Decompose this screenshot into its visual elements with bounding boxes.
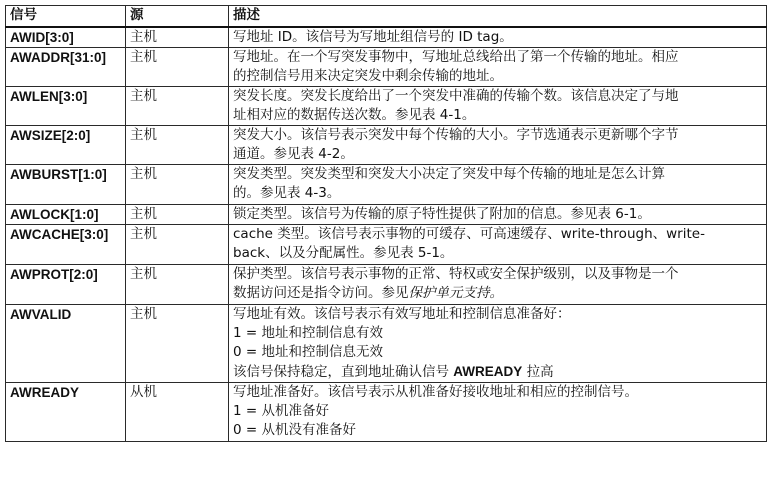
description-line: 1 = 地址和控制信息有效 [233, 325, 383, 341]
description-line: 通道。参见表 4-2。 [233, 146, 354, 162]
signal-name: AWSIZE[2:0] [6, 126, 126, 165]
table-row [6, 205, 767, 225]
description-line [233, 284, 762, 303]
header-source: 源 [126, 6, 229, 28]
description-line: 写地址准备好。该信号表示从机准备好接收地址和相应的控制信号。 [233, 384, 638, 400]
signal-description [229, 87, 767, 126]
signal-source: 从机 [126, 383, 229, 442]
description-line: 写地址。在一个写突发事物中，写地址总线给出了第一个传输的地址。相应 [233, 49, 679, 65]
description-line: 突发大小。该信号表示突发中每个传输的大小。字节选通表示更新哪个字节 [233, 127, 679, 143]
signal-source: 主机 [126, 225, 229, 265]
signal-description [229, 225, 767, 265]
table-row [6, 87, 767, 126]
table-row [6, 383, 767, 442]
signal-name: AWLEN[3:0] [6, 87, 126, 126]
description-line: 的控制信号用来决定突发中剩余传输的地址。 [233, 68, 503, 84]
description-line: 锁定类型。该信号为传输的原子特性提供了附加的信息。参见表 6-1。 [233, 206, 651, 222]
description-line: 写地址有效。该信号表示有效写地址和控制信息准备好： [233, 306, 571, 322]
description-line: 写地址 ID。该信号为写地址组信号的 ID tag。 [233, 29, 513, 45]
description-tail: 拉高 [522, 364, 554, 380]
signal-description [229, 383, 767, 442]
signal-source: 主机 [126, 205, 229, 225]
signal-name: AWREADY [6, 383, 126, 442]
signal-description [229, 265, 767, 305]
signal-description [229, 27, 767, 48]
table-row [6, 305, 767, 383]
table-row [6, 165, 767, 205]
table-row [6, 27, 767, 48]
table-row [6, 225, 767, 265]
description-line: 1 = 从机准备好 [233, 403, 329, 419]
signal-source: 主机 [126, 126, 229, 165]
bold-signal-term: AWREADY [453, 364, 523, 379]
signal-source: 主机 [126, 48, 229, 87]
header-description: 描述 [229, 6, 767, 28]
header-signal: 信号 [6, 6, 126, 28]
description-line: 突发类型。突发类型和突发大小决定了突发中每个传输的地址是怎么计算 [233, 166, 665, 182]
signal-description [229, 305, 767, 383]
signal-name: AWADDR[31:0] [6, 48, 126, 87]
description-line: 保护类型。该信号表示事物的正常、特权或安全保护级别，以及事物是一个 [233, 266, 679, 282]
description-text: 该信号保持稳定，直到地址确认信号 [233, 364, 449, 380]
signal-name: AWLOCK[1:0] [6, 205, 126, 225]
description-line: back、以及分配属性。参见表 5-1。 [233, 245, 454, 261]
header-row [6, 6, 767, 28]
table-row [6, 48, 767, 87]
signal-description [229, 205, 767, 225]
table-header [6, 6, 767, 28]
signal-source: 主机 [126, 87, 229, 126]
signal-description [229, 165, 767, 205]
description-line: 突发长度。突发长度给出了一个突发中准确的传输个数。该信息决定了与地 [233, 88, 679, 104]
description-text: 数据访问还是指令访问。参见 [233, 285, 409, 301]
signal-table [5, 5, 767, 442]
table-row [6, 126, 767, 165]
description-line: 0 = 从机没有准备好 [233, 422, 356, 438]
signal-name: AWCACHE[3:0] [6, 225, 126, 265]
signal-description [229, 48, 767, 87]
signal-name: AWPROT[2:0] [6, 265, 126, 305]
signal-source: 主机 [126, 165, 229, 205]
signal-description [229, 126, 767, 165]
signal-name: AWID[3:0] [6, 27, 126, 48]
signal-name: AWVALID [6, 305, 126, 383]
italic-reference: 保护单元支持。 [408, 285, 503, 301]
signal-source: 主机 [126, 265, 229, 305]
description-line: 的。参见表 4-3。 [233, 185, 341, 201]
description-line: cache 类型。该信号表示事物的可缓存、可高速缓存、write-through、write- [233, 226, 705, 242]
table-row [6, 265, 767, 305]
description-line: 址相对应的数据传送次数。参见表 4-1。 [233, 107, 476, 123]
signal-name: AWBURST[1:0] [6, 165, 126, 205]
signal-source: 主机 [126, 305, 229, 383]
description-line: 0 = 地址和控制信息无效 [233, 344, 383, 360]
description-line [233, 362, 762, 382]
signal-source: 主机 [126, 27, 229, 48]
